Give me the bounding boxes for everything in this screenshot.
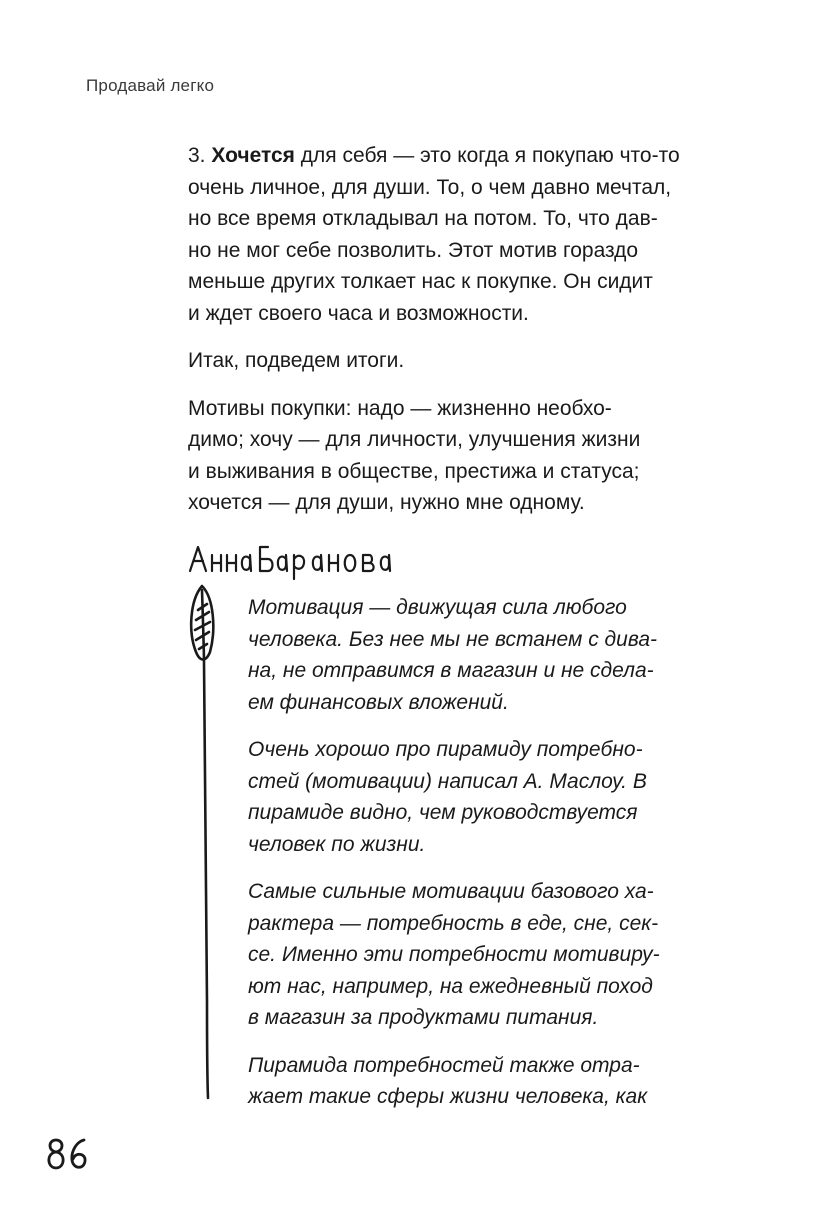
quote-paragraph <box>248 734 678 860</box>
text-line: меньше других толкает нас к покупке. Он сидит <box>188 270 653 293</box>
page-number <box>44 1136 94 1172</box>
text-line: пирамиде видно, чем руководствуется <box>248 801 638 824</box>
author-signature-drawing <box>188 541 428 581</box>
text-line: Самые сильные мотивации базового ха- <box>248 880 654 903</box>
text-line: Мотивы покупки: надо — жизненно необхо- <box>188 396 612 420</box>
text-line: но не мог себе позволить. Этот мотив гораздо <box>188 238 639 262</box>
text-line: се. Именно эти потребности мотивиру- <box>248 943 660 966</box>
author-signature <box>188 541 428 581</box>
quote-paragraph <box>248 876 678 1034</box>
text-line: человек по жизни. <box>248 832 426 856</box>
text-line: на, не отправимся в магазин и не сдела- <box>248 659 654 682</box>
text-line: стей (мотивации) написал А. Маслоу. В <box>248 769 647 793</box>
author-quote <box>248 592 678 1129</box>
text-line: Пирамида потребностей также отра- <box>248 1053 640 1077</box>
running-head: Продавай легко <box>86 76 215 95</box>
text-line: димо; хочу — для личности, улучшения жизни <box>188 428 641 451</box>
paragraph-hochetsya <box>188 140 700 329</box>
text-line: Мотивация — движущая сила любого <box>248 596 627 619</box>
text-line: 3. Хочется для себя — это когда я покупаю что-то <box>188 144 680 167</box>
main-text <box>188 140 700 535</box>
text-line: Итак, подведем итоги. <box>188 349 405 372</box>
text-line: ют нас, например, на ежедневный поход <box>248 974 653 998</box>
text-line: и ждет своего часа и возможности. <box>188 301 529 325</box>
text-line: рактера — потребность в еде, сне, сек- <box>248 911 659 935</box>
bold-term: Хочется <box>211 144 295 167</box>
paragraph-motives <box>188 393 700 519</box>
text-line: человека. Без нее мы не встанем с дива- <box>248 627 657 651</box>
text-line: очень личное, для души. То, о чем давно мечтал, <box>188 175 672 199</box>
page-number-drawing <box>44 1136 94 1172</box>
text-line: но все время откладывал на потом. То, что дав- <box>188 207 658 230</box>
text-line: ем финансовых вложений. <box>248 690 509 714</box>
feather-quill-icon <box>176 582 226 1102</box>
paragraph-summary-intro <box>188 345 700 377</box>
quote-paragraph <box>248 1050 678 1113</box>
text-line: в магазин за продуктами питания. <box>248 1006 599 1029</box>
text-line: и выживания в обществе, престижа и статуса; <box>188 459 640 483</box>
text-line: хочется — для души, нужно мне одному. <box>188 491 585 514</box>
text-line: Очень хорошо про пирамиду потребно- <box>248 738 643 761</box>
text-line: жает такие сферы жизни человека, как <box>248 1085 648 1108</box>
quote-paragraph <box>248 592 678 718</box>
